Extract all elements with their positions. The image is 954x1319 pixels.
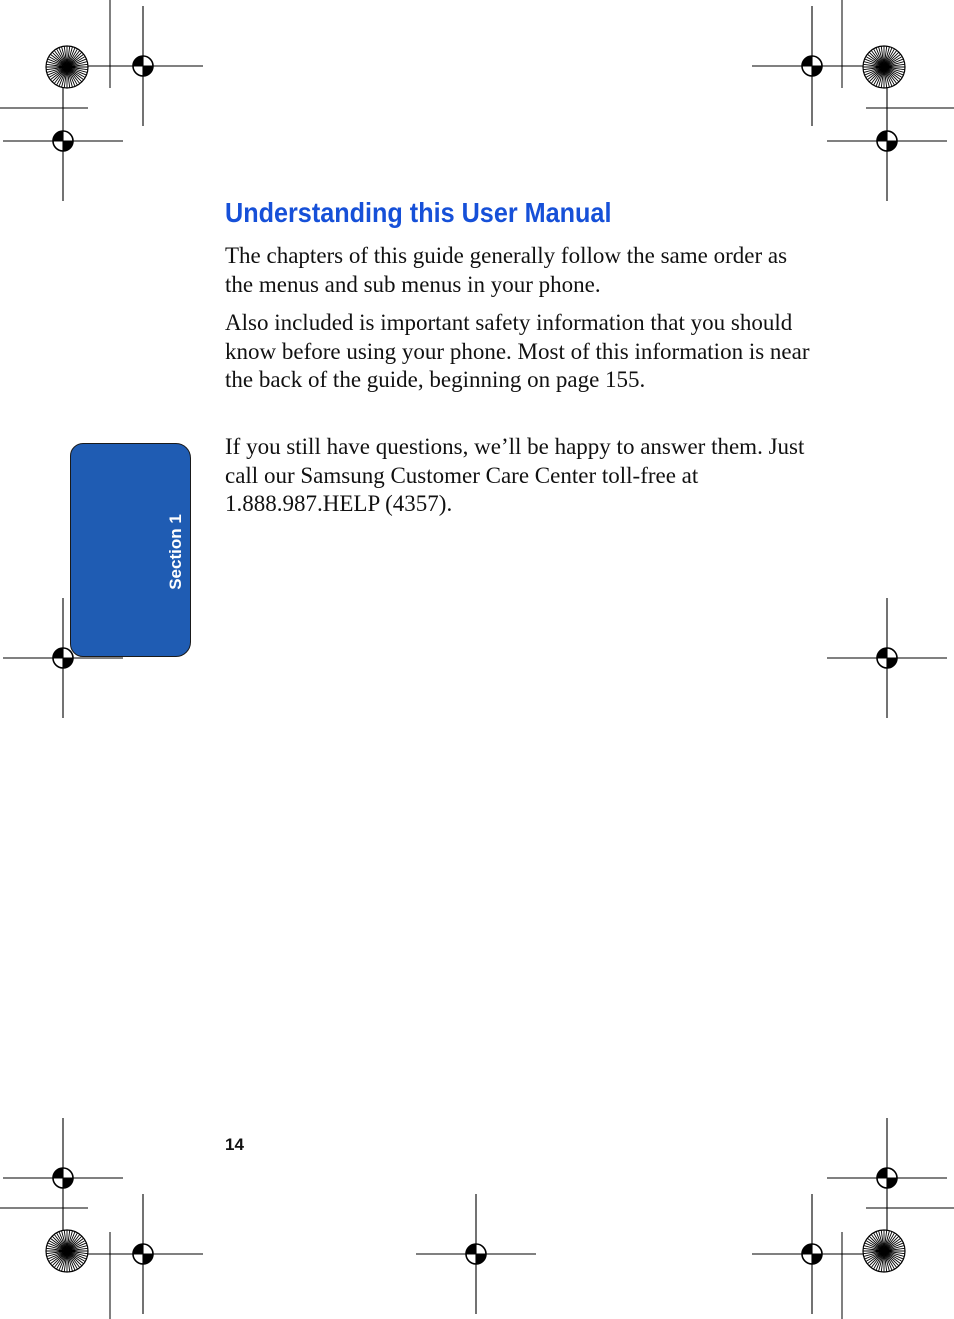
body-paragraph-2: Also included is important safety information that you should know before using your phone. Most of this information is near the back of the guide, beginning on page 155. <box>225 310 810 392</box>
starburst-target <box>46 1230 88 1272</box>
starburst-target <box>863 46 905 88</box>
starburst-target <box>46 46 88 88</box>
section-heading: Understanding this User Manual <box>225 197 612 228</box>
page-number: 14 <box>225 1135 244 1154</box>
body-paragraph-3: If you still have questions, we’ll be happy to answer them. Just call our Samsung Customer Care Center toll-free at 1.888.987.HELP (4357). <box>225 434 805 516</box>
starburst-target <box>863 1230 905 1272</box>
section-tab-label: Section 1 <box>166 514 185 590</box>
body-paragraph-1: The chapters of this guide generally follow the same order as the menus and sub menus in your phone. <box>225 243 788 297</box>
